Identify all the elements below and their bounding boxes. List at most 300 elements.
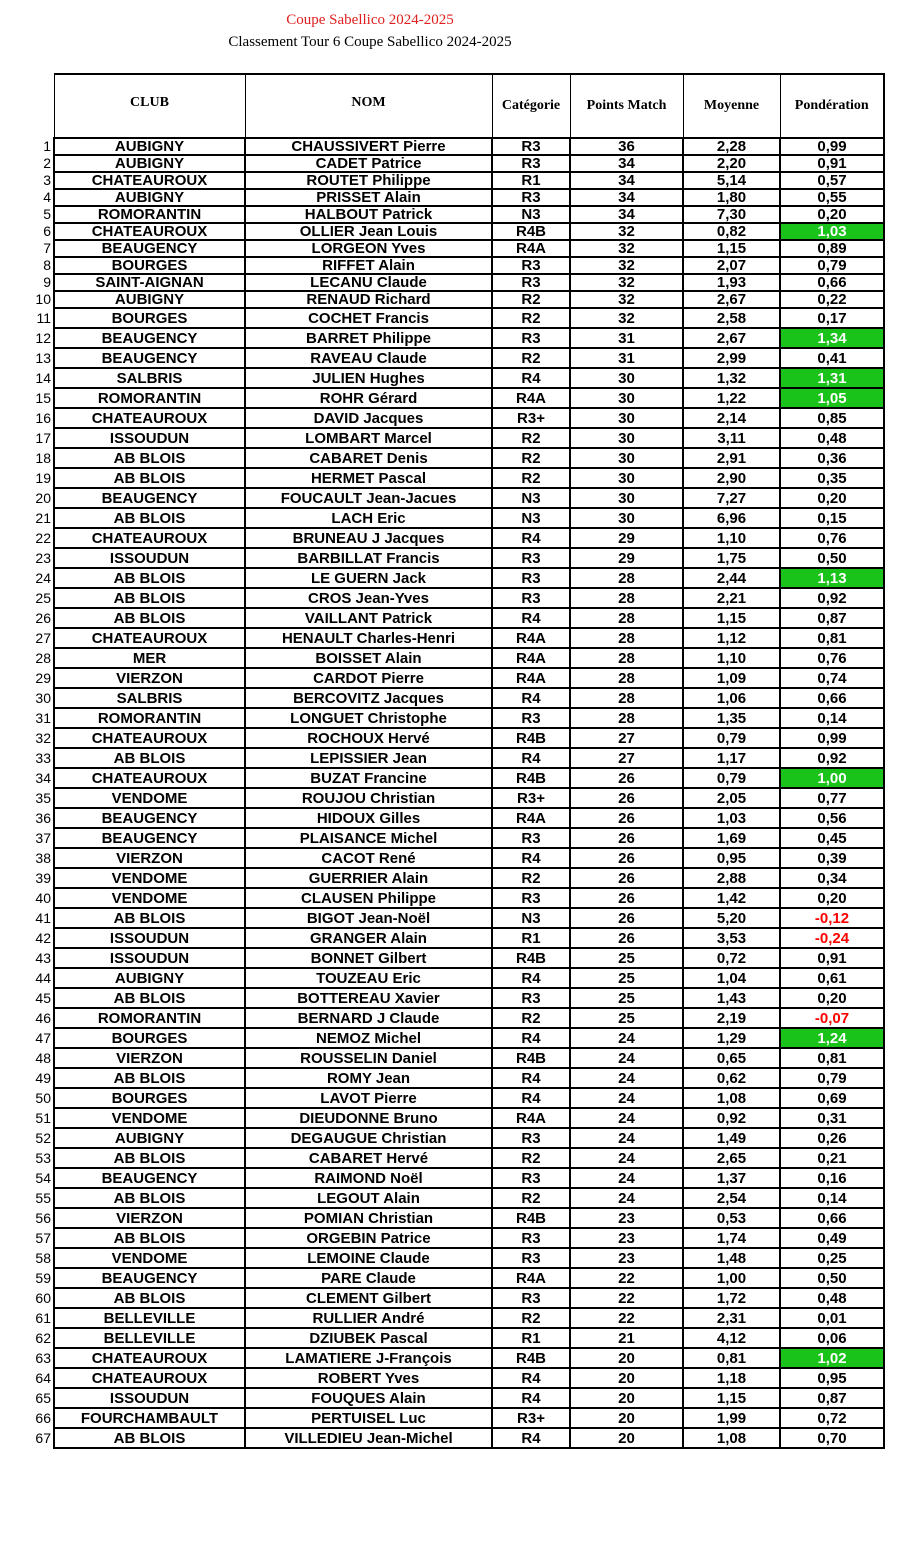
points-cell: 24 (570, 1068, 683, 1088)
table-row (26, 388, 884, 408)
categorie-cell: R4B (492, 1208, 570, 1228)
points-cell: 22 (570, 1288, 683, 1308)
club-cell: AUBIGNY (54, 1128, 245, 1148)
ponderation-cell: 0,39 (780, 848, 884, 868)
club-cell: AB BLOIS (54, 508, 245, 528)
points-cell: 26 (570, 888, 683, 908)
table-row (26, 968, 884, 988)
ponderation-cell: 0,69 (780, 1088, 884, 1108)
rank-cell: 2 (43, 155, 51, 171)
table-row (26, 155, 884, 172)
ponderation-cell: 0,01 (780, 1308, 884, 1328)
points-cell: 30 (570, 448, 683, 468)
rank-cell: 8 (43, 257, 51, 273)
rank-cell: 43 (35, 949, 51, 966)
club-cell: CHATEAUROUX (54, 172, 245, 189)
rank-cell: 20 (35, 489, 51, 506)
points-cell: 26 (570, 928, 683, 948)
nom-cell: CLAUSEN Philippe (245, 888, 492, 908)
rank-cell: 18 (35, 449, 51, 466)
moyenne-cell: 2,67 (683, 328, 780, 348)
ponderation-cell: 0,56 (780, 808, 884, 828)
points-cell: 30 (570, 408, 683, 428)
club-cell: SALBRIS (54, 688, 245, 708)
ponderation-cell: 0,20 (780, 488, 884, 508)
club-cell: BELLEVILLE (54, 1308, 245, 1328)
categorie-cell: R4B (492, 728, 570, 748)
nom-cell: LEGOUT Alain (245, 1188, 492, 1208)
club-cell: BEAUGENCY (54, 808, 245, 828)
categorie-cell: R3 (492, 568, 570, 588)
club-cell: AUBIGNY (54, 968, 245, 988)
rank-cell: 28 (35, 649, 51, 666)
table-row (26, 728, 884, 748)
points-cell: 28 (570, 648, 683, 668)
club-cell: CHATEAUROUX (54, 768, 245, 788)
rank-cell: 50 (35, 1089, 51, 1106)
table-row (26, 808, 884, 828)
rank-cell: 24 (35, 569, 51, 586)
points-cell: 24 (570, 1088, 683, 1108)
moyenne-cell: 1,06 (683, 688, 780, 708)
moyenne-cell: 0,79 (683, 728, 780, 748)
points-cell: 27 (570, 728, 683, 748)
table-row (26, 848, 884, 868)
table-row (26, 1168, 884, 1188)
points-cell: 20 (570, 1408, 683, 1428)
points-cell: 24 (570, 1048, 683, 1068)
club-cell: AUBIGNY (54, 155, 245, 172)
categorie-header: Catégorie (492, 74, 570, 138)
table-row (26, 428, 884, 448)
nom-cell: RULLIER André (245, 1308, 492, 1328)
points-cell: 22 (570, 1268, 683, 1288)
moyenne-cell: 3,11 (683, 428, 780, 448)
points-cell: 31 (570, 348, 683, 368)
club-cell: ROMORANTIN (54, 388, 245, 408)
table-row (26, 1288, 884, 1308)
club-cell: SAINT-AIGNAN (54, 274, 245, 291)
nom-cell: BARBILLAT Francis (245, 548, 492, 568)
moyenne-cell: 1,48 (683, 1248, 780, 1268)
ponderation-cell: 0,20 (780, 888, 884, 908)
nom-cell: NEMOZ Michel (245, 1028, 492, 1048)
categorie-cell: R4B (492, 1048, 570, 1068)
ponderation-cell: 0,57 (780, 172, 884, 189)
rank-header (26, 74, 54, 138)
club-cell: CHATEAUROUX (54, 1348, 245, 1368)
categorie-cell: R2 (492, 348, 570, 368)
table-row (26, 1428, 884, 1448)
nom-cell: RAVEAU Claude (245, 348, 492, 368)
categorie-cell: N3 (492, 206, 570, 223)
table-row (26, 1408, 884, 1428)
club-cell: VENDOME (54, 1108, 245, 1128)
ponderation-cell: -0,07 (780, 1008, 884, 1028)
rank-cell: 6 (43, 223, 51, 239)
nom-cell: DZIUBEK Pascal (245, 1328, 492, 1348)
club-cell: CHATEAUROUX (54, 408, 245, 428)
moyenne-cell: 0,79 (683, 768, 780, 788)
nom-cell: CROS Jean-Yves (245, 588, 492, 608)
table-row (26, 328, 884, 348)
club-cell: ISSOUDUN (54, 948, 245, 968)
rank-cell: 54 (35, 1169, 51, 1186)
nom-cell: ROCHOUX Hervé (245, 728, 492, 748)
points-cell: 30 (570, 488, 683, 508)
nom-cell: CABARET Hervé (245, 1148, 492, 1168)
club-cell: AB BLOIS (54, 588, 245, 608)
moyenne-cell: 1,37 (683, 1168, 780, 1188)
categorie-cell: R3 (492, 888, 570, 908)
table-row (26, 1088, 884, 1108)
points-cell: 28 (570, 708, 683, 728)
ponderation-cell: 1,05 (780, 388, 884, 408)
ponderation-cell: 1,34 (780, 328, 884, 348)
club-cell: ROMORANTIN (54, 708, 245, 728)
club-cell: BEAUGENCY (54, 828, 245, 848)
ponderation-cell: 0,15 (780, 508, 884, 528)
categorie-cell: R4 (492, 1388, 570, 1408)
moyenne-cell: 1,10 (683, 648, 780, 668)
ponderation-cell: 0,35 (780, 468, 884, 488)
table-row (26, 1388, 884, 1408)
moyenne-cell: 0,81 (683, 1348, 780, 1368)
nom-cell: BOISSET Alain (245, 648, 492, 668)
ponderation-cell: 0,85 (780, 408, 884, 428)
points-cell: 28 (570, 668, 683, 688)
rank-cell: 3 (43, 172, 51, 188)
moyenne-cell: 0,95 (683, 848, 780, 868)
categorie-cell: R4A (492, 388, 570, 408)
rank-cell: 17 (35, 429, 51, 446)
club-cell: BELLEVILLE (54, 1328, 245, 1348)
ponderation-cell: 0,45 (780, 828, 884, 848)
rank-cell: 46 (35, 1009, 51, 1026)
table-row (26, 788, 884, 808)
ponderation-cell: 0,79 (780, 1068, 884, 1088)
moyenne-cell: 5,20 (683, 908, 780, 928)
categorie-cell: R2 (492, 468, 570, 488)
club-header: CLUB (54, 74, 245, 138)
categorie-cell: R1 (492, 1328, 570, 1348)
categorie-cell: R4 (492, 1428, 570, 1448)
ponderation-cell: 0,36 (780, 448, 884, 468)
ponderation-cell: 0,14 (780, 708, 884, 728)
ponderation-cell: 0,50 (780, 548, 884, 568)
table-row (26, 828, 884, 848)
nom-cell: DEGAUGUE Christian (245, 1128, 492, 1148)
ponderation-cell: 1,31 (780, 368, 884, 388)
rank-cell: 15 (35, 389, 51, 406)
nom-cell: BONNET Gilbert (245, 948, 492, 968)
rank-cell: 39 (35, 869, 51, 886)
moyenne-cell: 1,15 (683, 1388, 780, 1408)
table-row (26, 868, 884, 888)
table-row (26, 1348, 884, 1368)
club-cell: BEAUGENCY (54, 1268, 245, 1288)
moyenne-header: Moyenne (683, 74, 780, 138)
nom-cell: POMIAN Christian (245, 1208, 492, 1228)
nom-cell: LAMATIERE J-François (245, 1348, 492, 1368)
points-cell: 36 (570, 138, 683, 155)
categorie-cell: R4B (492, 948, 570, 968)
table-row (26, 172, 884, 189)
rank-cell: 4 (43, 189, 51, 205)
ponderation-cell: 1,00 (780, 768, 884, 788)
club-cell: CHATEAUROUX (54, 728, 245, 748)
points-cell: 34 (570, 206, 683, 223)
nom-cell: RIFFET Alain (245, 257, 492, 274)
categorie-cell: R4 (492, 1068, 570, 1088)
moyenne-cell: 2,19 (683, 1008, 780, 1028)
rank-cell: 49 (35, 1069, 51, 1086)
ponderation-cell: 0,22 (780, 291, 884, 308)
club-cell: VIERZON (54, 1048, 245, 1068)
table-row (26, 688, 884, 708)
points-cell: 25 (570, 988, 683, 1008)
club-cell: VIERZON (54, 1208, 245, 1228)
club-cell: AB BLOIS (54, 1148, 245, 1168)
categorie-cell: R3 (492, 1168, 570, 1188)
table-row (26, 888, 884, 908)
categorie-cell: R4 (492, 1368, 570, 1388)
moyenne-cell: 1,43 (683, 988, 780, 1008)
rank-cell: 31 (35, 709, 51, 726)
club-cell: ISSOUDUN (54, 428, 245, 448)
ponderation-cell: 0,66 (780, 1208, 884, 1228)
points-cell: 32 (570, 291, 683, 308)
club-cell: AB BLOIS (54, 448, 245, 468)
club-cell: AUBIGNY (54, 138, 245, 155)
categorie-cell: R2 (492, 428, 570, 448)
nom-cell: CADET Patrice (245, 155, 492, 172)
points-cell: 30 (570, 368, 683, 388)
categorie-cell: R4 (492, 748, 570, 768)
ponderation-cell: 0,25 (780, 1248, 884, 1268)
rank-cell: 9 (43, 274, 51, 290)
categorie-cell: R3 (492, 548, 570, 568)
categorie-cell: R2 (492, 1308, 570, 1328)
table-row (26, 240, 884, 257)
nom-cell: VAILLANT Patrick (245, 608, 492, 628)
club-cell: AB BLOIS (54, 988, 245, 1008)
club-cell: VENDOME (54, 868, 245, 888)
table-row (26, 206, 884, 223)
table-row (26, 189, 884, 206)
points-cell: 20 (570, 1368, 683, 1388)
table-row (26, 508, 884, 528)
ponderation-cell: -0,12 (780, 908, 884, 928)
moyenne-cell: 5,14 (683, 172, 780, 189)
moyenne-cell: 1,18 (683, 1368, 780, 1388)
nom-cell: ROUTET Philippe (245, 172, 492, 189)
nom-cell: ROUJOU Christian (245, 788, 492, 808)
ponderation-cell: 0,76 (780, 528, 884, 548)
points-cell: 23 (570, 1208, 683, 1228)
categorie-cell: R2 (492, 1148, 570, 1168)
nom-cell: ROUSSELIN Daniel (245, 1048, 492, 1068)
categorie-cell: R2 (492, 1008, 570, 1028)
ponderation-cell: 0,74 (780, 668, 884, 688)
rank-cell: 23 (35, 549, 51, 566)
nom-cell: OLLIER Jean Louis (245, 223, 492, 240)
table-row (26, 908, 884, 928)
moyenne-cell: 1,17 (683, 748, 780, 768)
points-cell: 22 (570, 1308, 683, 1328)
nom-cell: ROHR Gérard (245, 388, 492, 408)
rank-cell: 47 (35, 1029, 51, 1046)
nom-cell: PERTUISEL Luc (245, 1408, 492, 1428)
club-cell: VIERZON (54, 848, 245, 868)
club-cell: AUBIGNY (54, 291, 245, 308)
rank-cell: 58 (35, 1249, 51, 1266)
categorie-cell: R3 (492, 155, 570, 172)
points-cell: 20 (570, 1388, 683, 1408)
ponderation-cell: 0,99 (780, 728, 884, 748)
ponderation-cell: 0,70 (780, 1428, 884, 1448)
ponderation-cell: 0,48 (780, 428, 884, 448)
table-row (26, 308, 884, 328)
club-cell: VENDOME (54, 788, 245, 808)
club-cell: ISSOUDUN (54, 1388, 245, 1408)
moyenne-cell: 0,53 (683, 1208, 780, 1228)
ponderation-cell: 0,92 (780, 748, 884, 768)
points-cell: 29 (570, 548, 683, 568)
nom-cell: TOUZEAU Eric (245, 968, 492, 988)
rank-cell: 67 (35, 1429, 51, 1446)
points-cell: 30 (570, 428, 683, 448)
moyenne-cell: 2,65 (683, 1148, 780, 1168)
ponderation-cell: 0,87 (780, 1388, 884, 1408)
table-row (26, 1228, 884, 1248)
rank-cell: 64 (35, 1369, 51, 1386)
rank-cell: 32 (35, 729, 51, 746)
club-cell: FOURCHAMBAULT (54, 1408, 245, 1428)
club-cell: AB BLOIS (54, 1188, 245, 1208)
points-cell: 28 (570, 588, 683, 608)
ponderation-cell: 0,77 (780, 788, 884, 808)
document-subtitle: Classement Tour 6 Coupe Sabellico 2024-2025 (228, 34, 512, 50)
points-cell: 27 (570, 748, 683, 768)
nom-cell: GRANGER Alain (245, 928, 492, 948)
ranking-rows (26, 138, 884, 1448)
rank-cell: 51 (35, 1109, 51, 1126)
moyenne-cell: 1,42 (683, 888, 780, 908)
moyenne-cell: 1,15 (683, 240, 780, 257)
moyenne-cell: 1,00 (683, 1268, 780, 1288)
table-row (26, 1188, 884, 1208)
ponderation-cell: 0,61 (780, 968, 884, 988)
categorie-cell: R4 (492, 848, 570, 868)
table-row (26, 1268, 884, 1288)
moyenne-cell: 1,35 (683, 708, 780, 728)
table-row (26, 1008, 884, 1028)
categorie-cell: R4 (492, 688, 570, 708)
ranking-table (26, 73, 885, 1449)
moyenne-cell: 2,14 (683, 408, 780, 428)
categorie-cell: R4A (492, 808, 570, 828)
points-cell: 21 (570, 1328, 683, 1348)
nom-cell: LAVOT Pierre (245, 1088, 492, 1108)
categorie-cell: R2 (492, 868, 570, 888)
nom-cell: HERMET Pascal (245, 468, 492, 488)
categorie-cell: R4A (492, 1108, 570, 1128)
moyenne-cell: 0,82 (683, 223, 780, 240)
nom-cell: PARE Claude (245, 1268, 492, 1288)
ponderation-cell: 0,92 (780, 588, 884, 608)
moyenne-cell: 2,21 (683, 588, 780, 608)
points-cell: 23 (570, 1228, 683, 1248)
ponderation-cell: 0,16 (780, 1168, 884, 1188)
moyenne-cell: 0,65 (683, 1048, 780, 1068)
rank-cell: 36 (35, 809, 51, 826)
moyenne-cell: 2,44 (683, 568, 780, 588)
points-cell: 28 (570, 688, 683, 708)
moyenne-cell: 4,12 (683, 1328, 780, 1348)
ponderation-cell: 1,02 (780, 1348, 884, 1368)
club-cell: MER (54, 648, 245, 668)
categorie-cell: R3 (492, 1248, 570, 1268)
moyenne-cell: 2,90 (683, 468, 780, 488)
ponderation-cell: 0,48 (780, 1288, 884, 1308)
ponderation-cell: 0,50 (780, 1268, 884, 1288)
moyenne-cell: 1,10 (683, 528, 780, 548)
ponderation-cell: 0,89 (780, 240, 884, 257)
moyenne-cell: 7,27 (683, 488, 780, 508)
rank-cell: 61 (35, 1309, 51, 1326)
nom-cell: HALBOUT Patrick (245, 206, 492, 223)
club-cell: CHATEAUROUX (54, 628, 245, 648)
categorie-cell: R4 (492, 528, 570, 548)
points-cell: 31 (570, 328, 683, 348)
categorie-cell: R3+ (492, 788, 570, 808)
categorie-cell: R4A (492, 668, 570, 688)
club-cell: SALBRIS (54, 368, 245, 388)
categorie-cell: R3 (492, 588, 570, 608)
ponderation-cell: 0,20 (780, 988, 884, 1008)
club-cell: ISSOUDUN (54, 548, 245, 568)
nom-cell: BRUNEAU J Jacques (245, 528, 492, 548)
rank-cell: 14 (35, 369, 51, 386)
points-cell: 25 (570, 948, 683, 968)
nom-cell: ORGEBIN Patrice (245, 1228, 492, 1248)
points-cell: 34 (570, 189, 683, 206)
rank-cell: 38 (35, 849, 51, 866)
nom-cell: LECANU Claude (245, 274, 492, 291)
table-row (26, 708, 884, 728)
nom-cell: BIGOT Jean-Noël (245, 908, 492, 928)
moyenne-cell: 1,69 (683, 828, 780, 848)
rank-cell: 37 (35, 829, 51, 846)
points-cell: 26 (570, 768, 683, 788)
points-cell: 20 (570, 1348, 683, 1368)
nom-cell: RENAUD Richard (245, 291, 492, 308)
points-cell: 25 (570, 968, 683, 988)
nom-cell: HIDOUX Gilles (245, 808, 492, 828)
categorie-cell: N3 (492, 908, 570, 928)
ponderation-cell: 0,81 (780, 1048, 884, 1068)
categorie-cell: R3 (492, 828, 570, 848)
moyenne-cell: 1,72 (683, 1288, 780, 1308)
table-row (26, 1128, 884, 1148)
categorie-cell: R3 (492, 138, 570, 155)
ponderation-cell: 1,24 (780, 1028, 884, 1048)
categorie-cell: R4A (492, 648, 570, 668)
nom-cell: FOUQUES Alain (245, 1388, 492, 1408)
table-row (26, 408, 884, 428)
table-row (26, 668, 884, 688)
